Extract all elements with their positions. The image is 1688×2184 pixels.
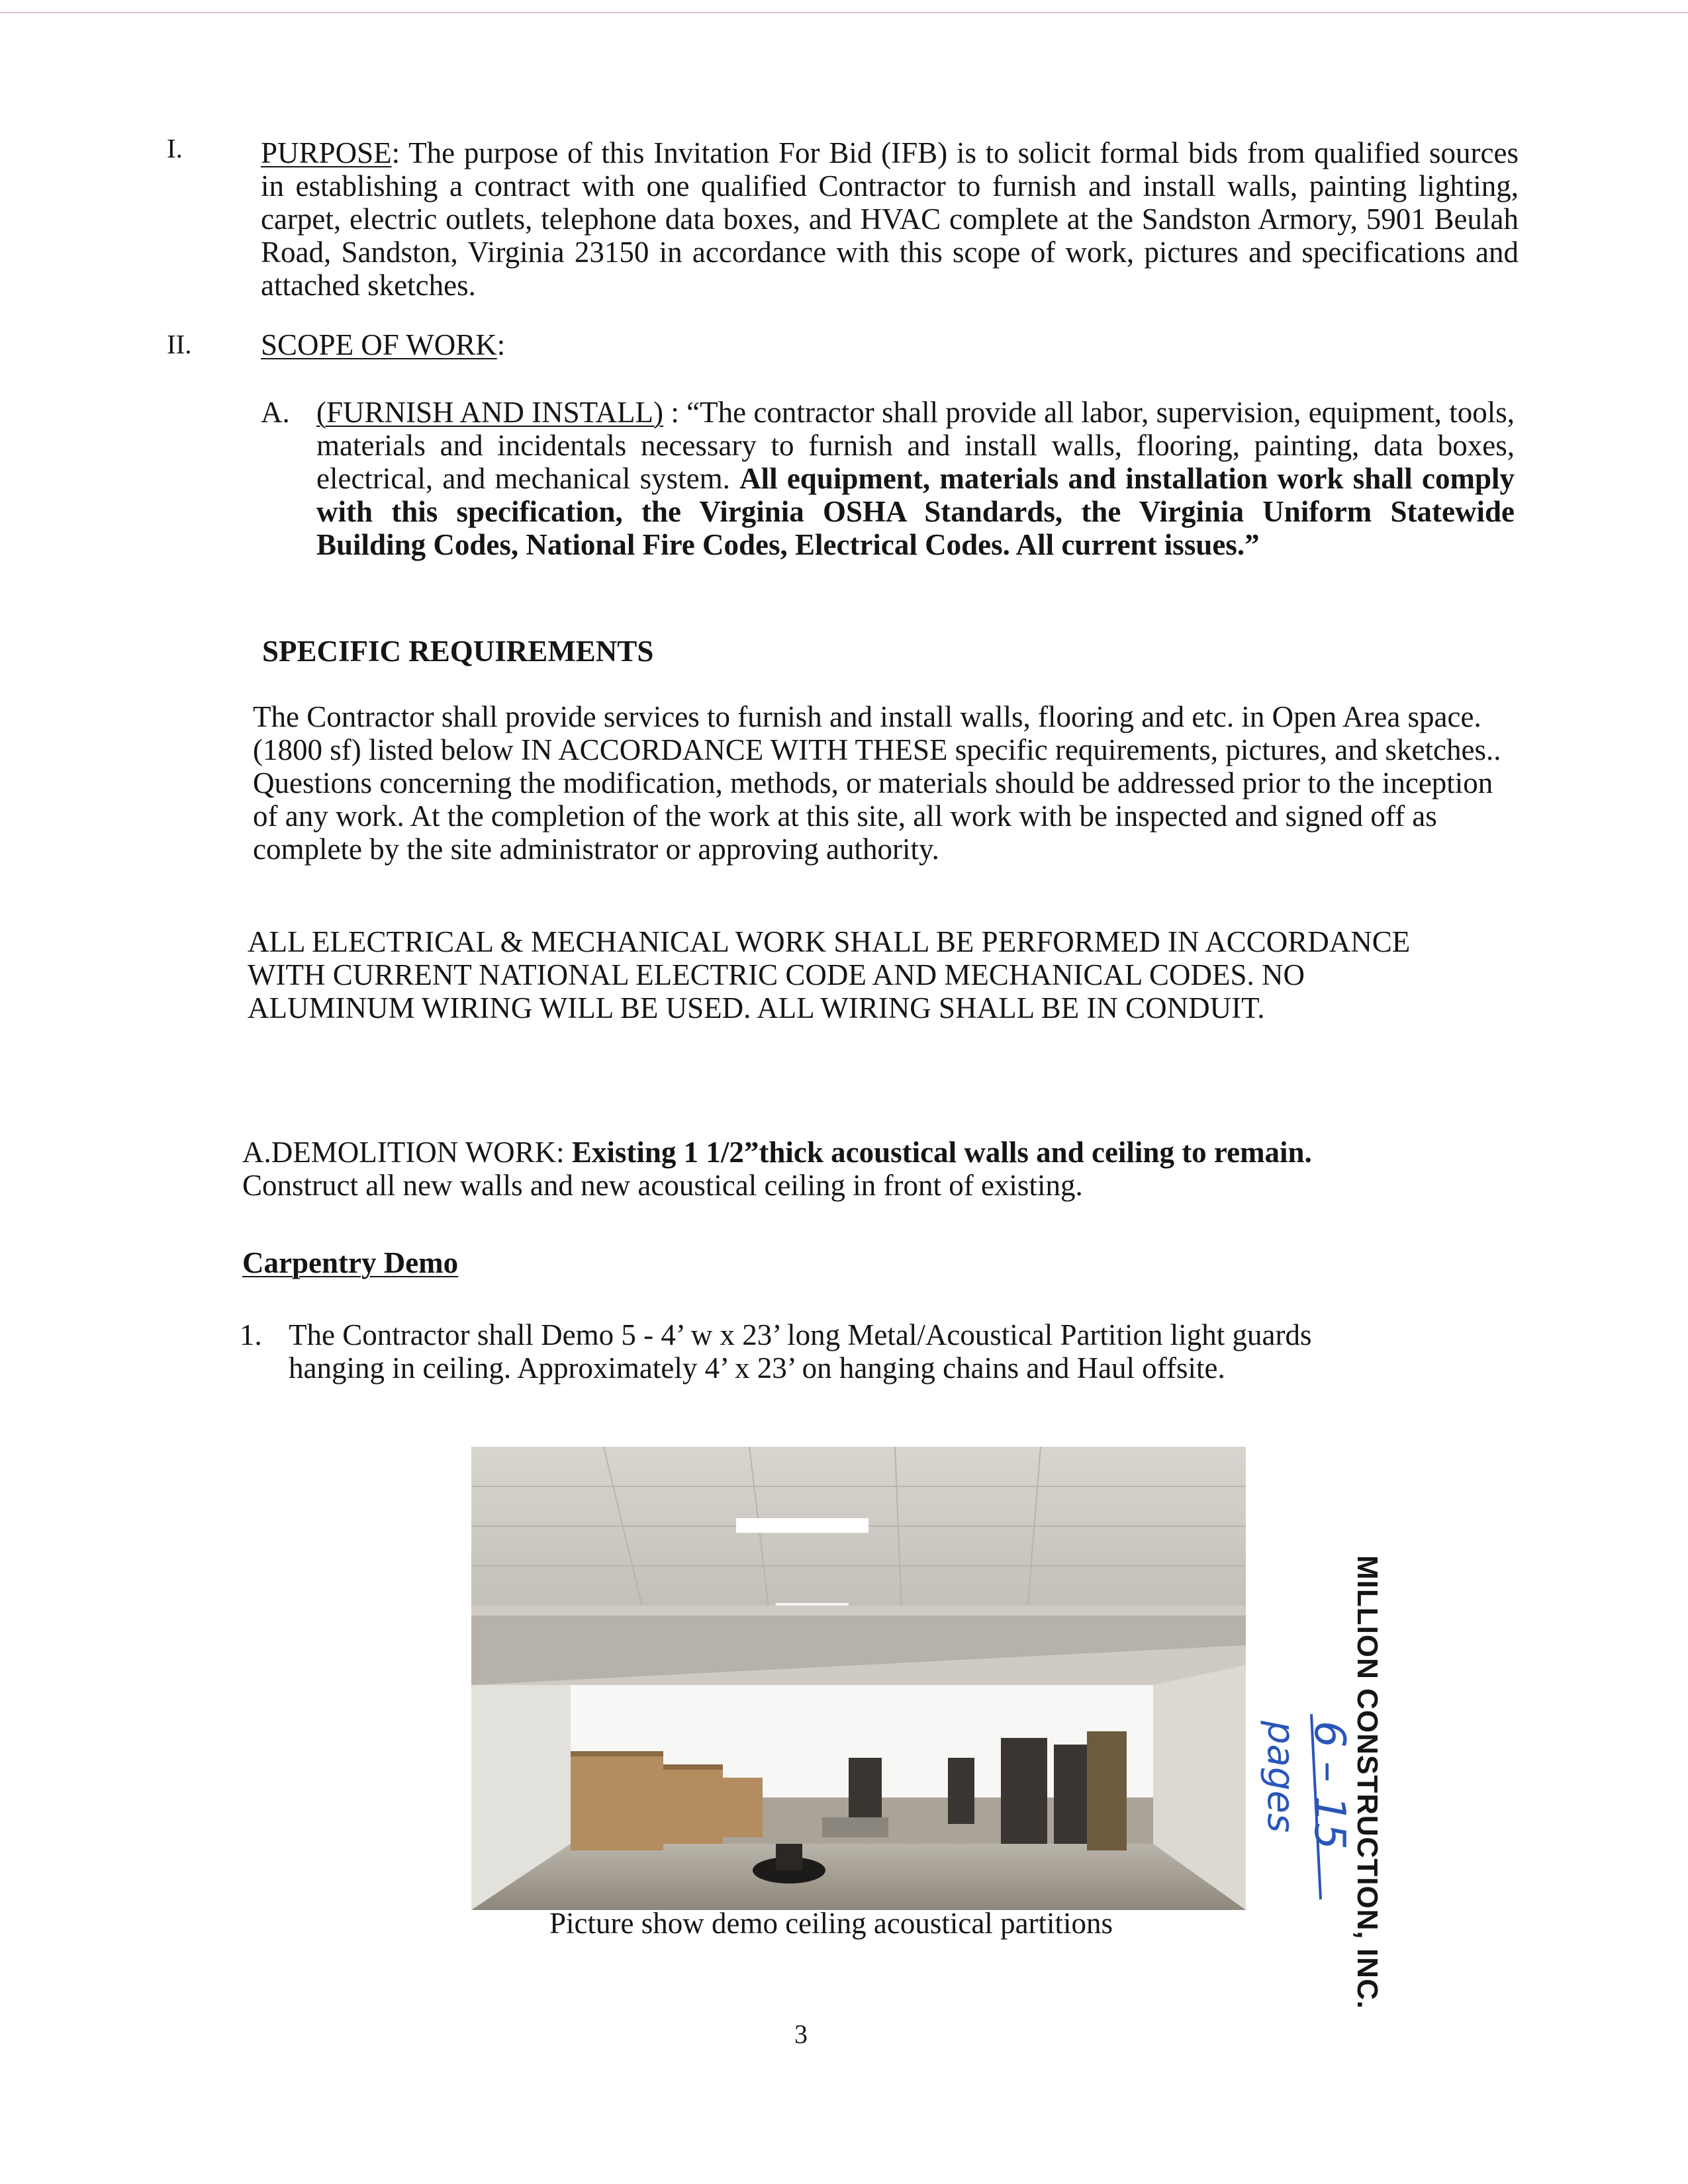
scope-of-work-colon: : [496,328,506,361]
demolition-bold-text: Existing 1 1/2”thick acoustical walls and ceiling to remain. [571,1136,1312,1169]
scope-of-work-heading: SCOPE OF WORK [261,328,497,361]
carpentry-demo-heading: Carpentry Demo [242,1246,459,1279]
item-a-letter: A. [261,396,290,429]
section-ii-numeral: II. [167,329,192,359]
specific-requirements-paragraph: The Contractor shall provide services to furnish and install walls, flooring and etc. in Open Area space.(1800 sf) listed below IN ACCORDANCE WITH THESE specific requirements, pictures, and sketches.. Questions concerning the modification, methods, or materials should be addressed prior to the inception of any work. At the completion of the work at this site, all work with be inspected and signed off as complete by the site administrator or approving authority. [253,700,1501,866]
demolition-text: Construct all new walls and new acoustical ceiling in front of existing. [242,1169,1083,1202]
carpentry-item-number: 1. [240,1318,262,1351]
photo-illustration [471,1447,1246,1910]
item-a-bold-text: All equipment, materials and installation work shall comply with this specification, the Virginia OSHA Standards, the Virginia Uniform Statewide Building Codes, National Fire Codes, Electrical Codes. All current issues.” [316,462,1515,561]
photo-caption: Picture show demo ceiling acoustical partitions [549,1907,1113,1940]
handwritten-page-count [1254,1707,1354,1906]
company-stamp-text: MILLION CONSTRUCTION, INC. [1351,1555,1383,2009]
handwritten-fraction-line [1291,1707,1358,1906]
demolition-label: A.DEMOLITION WORK: [242,1136,572,1169]
scan-edge-line [0,12,1688,13]
electrical-mechanical-note: ALL ELECTRICAL & MECHANICAL WORK SHALL BE PERFORMED IN ACCORDANCE WITH CURRENT NATIONAL ELECTRIC CODE AND MECHANICAL CODES. NO ALUMINUM WIRING WILL BE USED. ALL WIRING SHALL BE IN CONDUIT. [248,925,1411,1024]
armory-interior-photo [471,1447,1246,1910]
scope-of-work-heading-line [261,328,505,361]
furnish-install-heading: (FURNISH AND INSTALL) [316,396,664,429]
specific-requirements-heading: SPECIFIC REQUIREMENTS [262,635,654,668]
section-i-paragraph [261,136,1519,302]
item-a-paragraph [316,396,1515,561]
purpose-text: : The purpose of this Invitation For Bid (IFB) is to solicit formal bids from qualified sources in establishing a contract with one qualified Contractor to furnish and install walls, painting lighting, carpet, electric outlets, telephone data boxes, and HVAC complete at the Sandston Armory, 5901 Beulah Road, Sandston, Virginia 23150 in accordance with this scope of work, pictures and specifications and attached sketches. [261,136,1519,302]
handwritten-count: 6 – 15 [1305,1721,1354,1850]
page-number: 3 [794,2019,808,2049]
item-a-text: : “The contractor shall provide all labor, supervision, equipment, tools, materials and incidentals necessary to furnish and install walls, flooring, painting, data boxes, electrical, and mechanical system. [316,396,1515,495]
demolition-paragraph [242,1136,1507,1202]
section-i-numeral: I. [167,133,183,163]
purpose-heading: PURPOSE [261,136,392,169]
carpentry-item-text: The Contractor shall Demo 5 - 4’ w x 23’ long Metal/Acoustical Partition light guards hanging in ceiling. Approximately 4’ x 23’ on hanging chains and Haul offsite. [289,1318,1312,1385]
handwritten-pages: pages [1259,1721,1302,1833]
